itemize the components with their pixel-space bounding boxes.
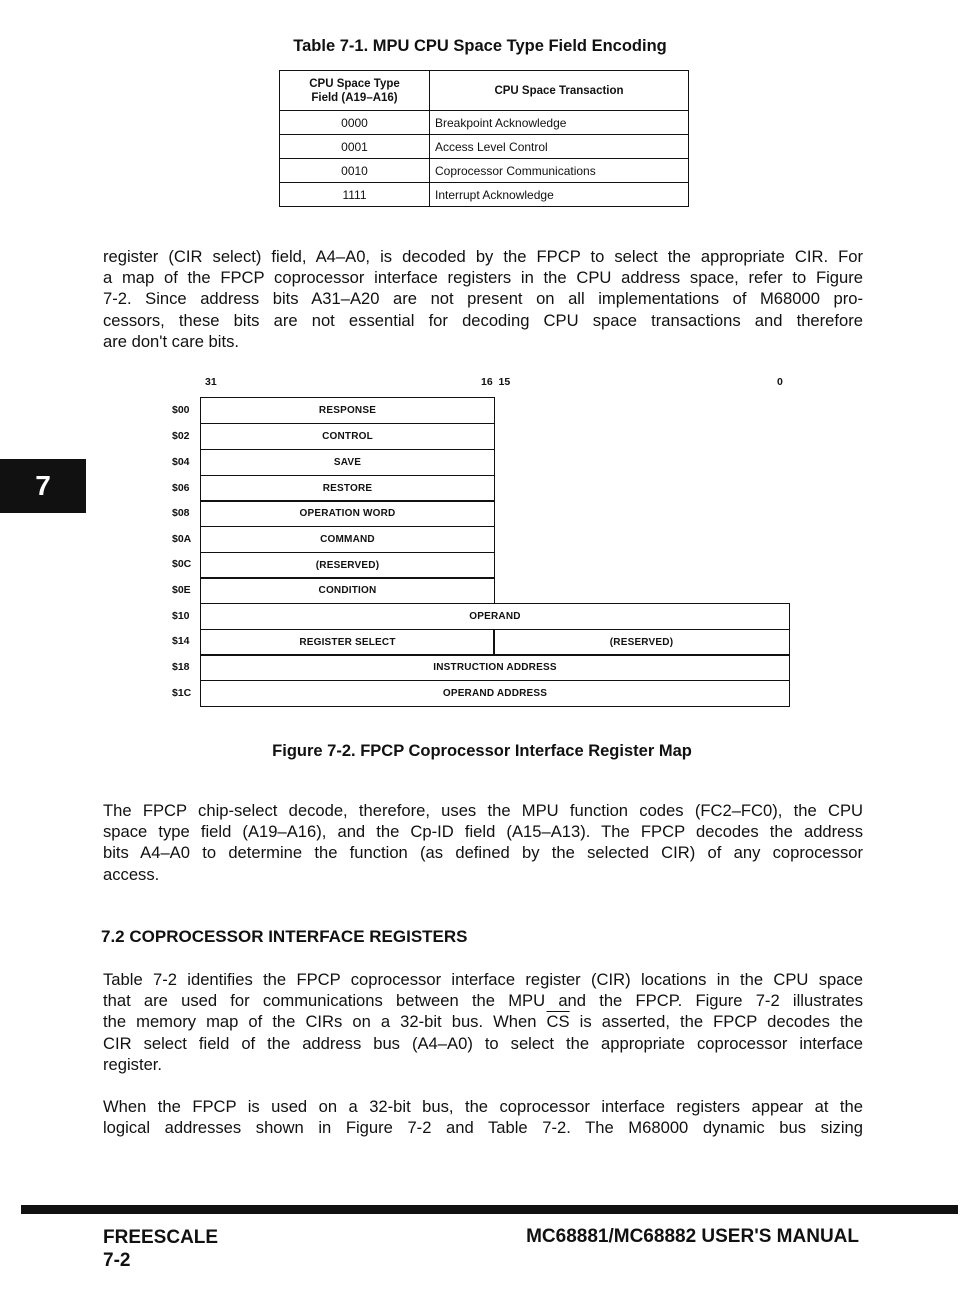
- bit-label-16-15: 16 15: [481, 376, 511, 388]
- table-cell-desc: Interrupt Acknowledge: [430, 183, 689, 207]
- paragraph-cir-locations: [103, 969, 863, 1075]
- text-fragment: is asserted, the FPCP decodes the: [569, 1012, 863, 1032]
- header-space-type-label: CPU Space Type Field (A19–A16): [309, 77, 400, 104]
- register-condition: CONDITION: [200, 577, 495, 604]
- address-label: $1C: [172, 687, 192, 699]
- register-operand: OPERAND: [200, 603, 790, 630]
- text-line: a map of the FPCP coprocessor interface registers in the CPU address space, refer to Figure: [103, 268, 863, 288]
- text-line: space type field (A19–A16), and the Cp-ID field (A15–A13). The FPCP decodes the address: [103, 822, 863, 842]
- table-cell-desc: Coprocessor Communications: [430, 159, 689, 183]
- page-number: 7-2: [103, 1250, 131, 1271]
- cpu-space-type-table: [279, 70, 689, 207]
- chip-select-signal: $\overline{CS}$: [546, 1012, 570, 1032]
- text-line: access.: [103, 864, 160, 884]
- register-reserved: (RESERVED): [200, 552, 495, 579]
- footer-rule: [21, 1205, 958, 1214]
- text-line: register (CIR select) field, A4–A0, is decoded by the FPCP to select the appropriate CIR. For: [103, 247, 863, 266]
- table-title: Table 7-1. MPU CPU Space Type Field Encoding: [293, 37, 667, 55]
- text-line: When the FPCP is used on a 32-bit bus, the coprocessor interface registers appear at the: [103, 1097, 863, 1116]
- paragraph-cir-select: [103, 246, 863, 352]
- table-header-row: [280, 71, 689, 111]
- table-header-space-type: [280, 71, 430, 111]
- text-line: CIR select field of the address bus (A4–A0) to select the appropriate coprocessor interface: [103, 1033, 863, 1053]
- table-cell-desc: Breakpoint Acknowledge: [430, 111, 689, 135]
- register-save: SAVE: [200, 449, 495, 476]
- text-line: 7-2. Since address bits A31–A20 are not present on all implementations of M68000 pro-: [103, 289, 863, 309]
- table-cell-code: 0001: [280, 135, 430, 159]
- register-register-select: REGISTER SELECT: [200, 629, 495, 656]
- address-label: $18: [172, 661, 190, 673]
- table-cell-code: 1111: [280, 183, 430, 207]
- address-label: $0A: [172, 533, 192, 545]
- table-header-transaction: CPU Space Transaction: [430, 71, 689, 111]
- paragraph-32bit-bus: [103, 1096, 863, 1138]
- address-label: $14: [172, 635, 190, 647]
- footer-brand: FREESCALE: [103, 1227, 219, 1248]
- text-line: [103, 1011, 863, 1032]
- text-line: are don't care bits.: [103, 331, 239, 351]
- register-operand-address: OPERAND ADDRESS: [200, 680, 790, 707]
- section-heading: 7.2 COPROCESSOR INTERFACE REGISTERS: [101, 927, 468, 946]
- address-label: $00: [172, 404, 190, 416]
- address-label: $08: [172, 507, 190, 519]
- address-label: $0C: [172, 558, 192, 570]
- address-label: $0E: [172, 584, 191, 596]
- text-line: Table 7-2 identifies the FPCP coprocessor interface register (CIR) locations in the CPU space: [103, 970, 863, 989]
- table-cell-desc: Access Level Control: [430, 135, 689, 159]
- paragraph-chip-select: [103, 800, 863, 885]
- register-control: CONTROL: [200, 423, 495, 450]
- bit-label-31: 31: [205, 376, 217, 388]
- text-line: logical addresses shown in Figure 7-2 and Table 7-2. The M68000 dynamic bus sizing: [103, 1118, 863, 1138]
- figure-caption: Figure 7-2. FPCP Coprocessor Interface Register Map: [272, 742, 692, 760]
- text-fragment: the memory map of the CIRs on a 32-bit bus. When: [103, 1012, 547, 1032]
- register-restore: RESTORE: [200, 475, 495, 502]
- table-row: [280, 135, 689, 159]
- register-instruction-address: INSTRUCTION ADDRESS: [200, 654, 790, 681]
- register-command: COMMAND: [200, 526, 495, 553]
- address-label: $06: [172, 482, 190, 494]
- text-line: that are used for communications between the MPU and the FPCP. Figure 7-2 illustrates: [103, 991, 863, 1011]
- footer-manual-title: MC68881/MC68882 USER'S MANUAL: [526, 1226, 859, 1247]
- address-label: $02: [172, 430, 190, 442]
- address-label: $10: [172, 610, 190, 622]
- table-cell-code: 0000: [280, 111, 430, 135]
- chapter-tab: 7: [0, 459, 86, 513]
- table-cell-code: 0010: [280, 159, 430, 183]
- text-line: The FPCP chip-select decode, therefore, uses the MPU function codes (FC2–FC0), the CPU: [103, 801, 863, 820]
- register-operation-word: OPERATION WORD: [200, 500, 495, 527]
- table-row: [280, 183, 689, 207]
- text-line: cessors, these bits are not essential for decoding CPU space transactions and therefore: [103, 310, 863, 330]
- bit-label-0: 0: [777, 376, 783, 388]
- table-row: [280, 159, 689, 183]
- table-row: [280, 111, 689, 135]
- address-label: $04: [172, 456, 190, 468]
- text-line: bits A4–A0 to determine the function (as defined by the selected CIR) of any coprocessor: [103, 843, 863, 863]
- register-reserved: (RESERVED): [493, 629, 790, 656]
- register-response: RESPONSE: [200, 397, 495, 424]
- text-line: register.: [103, 1054, 163, 1074]
- footer-left: [103, 1226, 218, 1272]
